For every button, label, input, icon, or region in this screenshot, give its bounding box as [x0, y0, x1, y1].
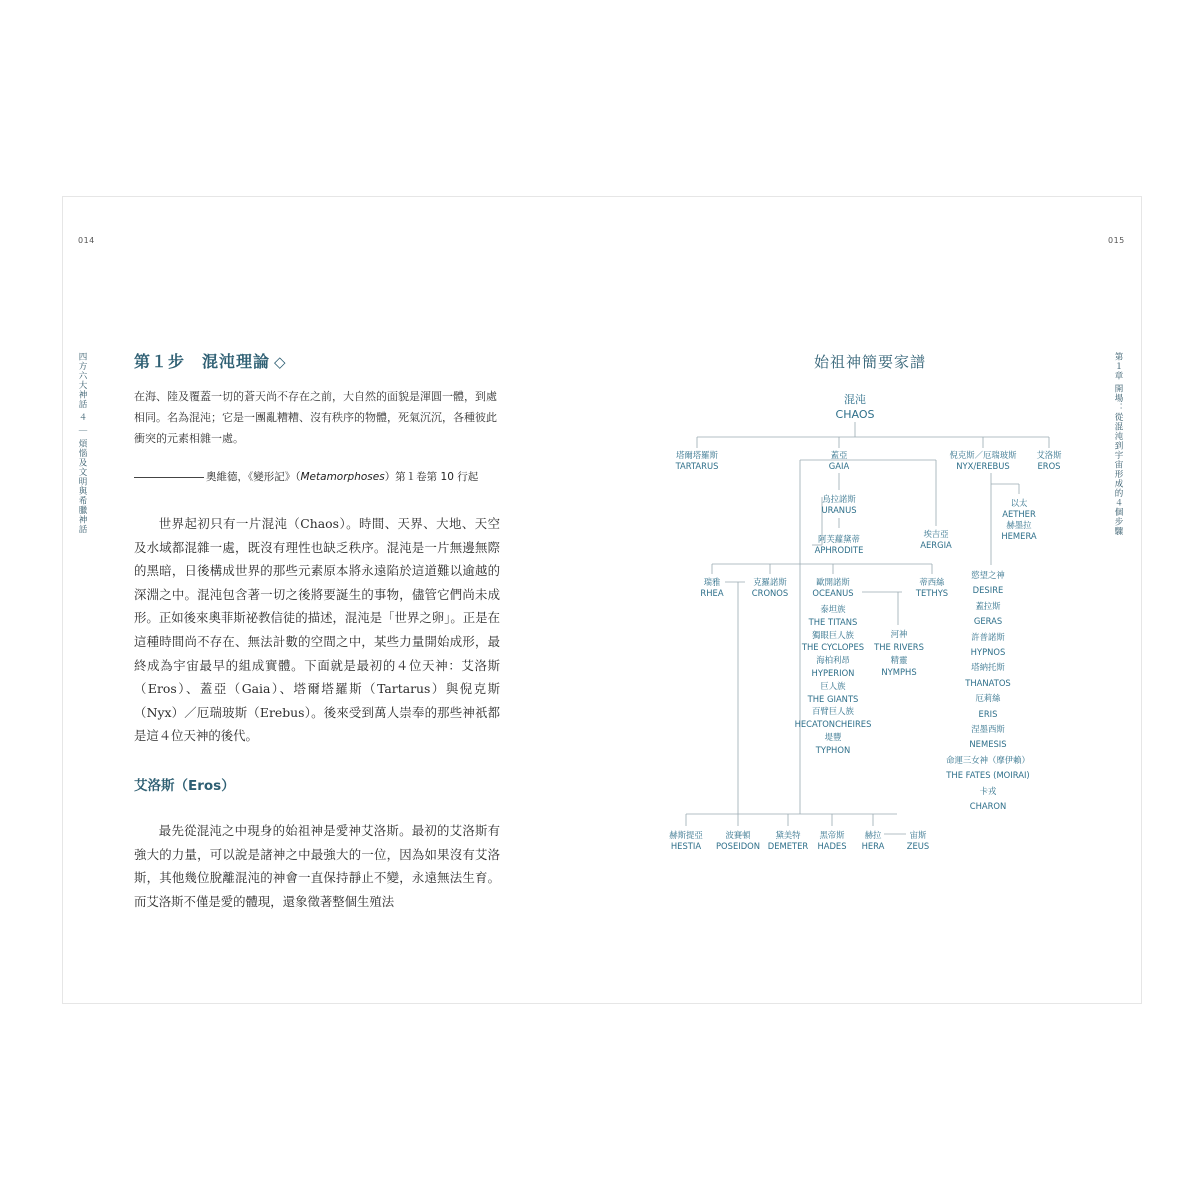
node-cronos-zh: 克羅諾斯 — [753, 577, 787, 587]
diamond-icon: ◇ — [274, 353, 287, 371]
list-item: 泰坦族 — [820, 604, 846, 614]
node-uranus-en: URANUS — [821, 505, 857, 515]
epigraph-quote: 在海、陸及覆蓋一切的蒼天尚不存在之前，大自然的面貌是渾圓一體，到處相同。名為混沌；它是一團亂糟糟、沒有秩序的物體，死氣沉沉，各種彼此衝突的元素相雜一處。 — [134, 390, 497, 445]
node-uranus-zh: 烏拉諾斯 — [822, 494, 856, 504]
node-oceanus-en: OCEANUS — [812, 588, 854, 598]
list-item: THE GIANTS — [807, 693, 859, 704]
list-item: 蓋拉斯 — [975, 600, 1001, 611]
node-demeter-en: DEMETER — [767, 841, 809, 851]
node-aether-hemera — [1001, 498, 1036, 542]
node-hestia-en: HESTIA — [670, 841, 702, 851]
node-tethys — [916, 577, 948, 599]
body-paragraph-1: 世界起初只有一片混沌（Chaos）。時間、天界、大地、天空及水域都混雜一處，既沒有理性也缺乏秩序。混沌是一片無邊無際的黑暗，日後構成世界的那些元素原本將永遠陷於這道難以逾越的深淵之中。混沌包含著一切之後將要誕生的事物，儘管它們尚未成形。正如後來奧菲斯祕教信徒的描述，混沌是「世界之卵」。正是在這種時間尚不存在、無法計數的空間之中，某些力量開始成形，最終成為宇宙最早的組成實體。下面就是最初的４位天神：艾洛斯（Eros）、蓋亞（Gaia）、塔爾塔羅斯（Tartarus）與倪克斯（Nyx）／厄瑞玻斯（Erebus）。後來受到萬人崇奉的那些神祇都是這４位天神的後代。 — [134, 516, 500, 744]
running-head-left: 四方六大神話 ４ ｜ 煩惱及文明與希臘神話 — [77, 352, 87, 535]
family-tree-title: 始祖神簡要家譜 — [813, 353, 926, 371]
node-hera — [862, 830, 885, 852]
node-rivers-list — [874, 628, 924, 679]
node-eros-en: EROS — [1037, 461, 1061, 471]
list-item: TYPHON — [815, 744, 851, 755]
list-item: 巨人族 — [820, 680, 846, 691]
node-nyx-children-list — [946, 568, 1030, 815]
list-item: 卡戎 — [979, 785, 997, 796]
node-oceanus — [812, 577, 853, 599]
node-hades — [817, 830, 846, 852]
node-aergia-en: AERGIA — [920, 540, 952, 550]
node-gaia-zh: 蓋亞 — [830, 450, 848, 460]
page-number-right: 015 — [1108, 236, 1125, 245]
node-poseidon — [716, 830, 760, 852]
node-hemera-en: HEMERA — [1001, 531, 1037, 541]
node-demeter — [768, 830, 809, 852]
list-item: THE FATES (MOIRAI) — [946, 770, 1030, 781]
list-item: THE CYCLOPES — [801, 642, 865, 653]
node-aergia — [920, 529, 952, 551]
list-item: THE RIVERS — [874, 641, 924, 652]
list-item: 堤豐 — [824, 731, 842, 742]
node-poseidon-en: POSEIDON — [715, 841, 761, 851]
node-cronos — [752, 577, 788, 599]
node-chaos — [836, 392, 875, 422]
list-item: HYPNOS — [970, 647, 1006, 658]
list-item: THE TITANS — [808, 616, 858, 627]
node-cronos-en: CRONOS — [751, 588, 789, 598]
node-poseidon-zh: 波賽頓 — [725, 830, 751, 840]
node-nyx-zh: 倪克斯／厄瑞玻斯 — [949, 450, 1017, 460]
node-tartarus — [676, 450, 719, 472]
list-item: HECATONCHEIRES — [794, 719, 872, 730]
list-item: DESIRE — [972, 585, 1004, 596]
node-hades-en: HADES — [817, 841, 847, 851]
node-tartarus-en: TARTARUS — [675, 461, 719, 471]
citation-title: Metamorphoses — [300, 471, 385, 483]
node-gaia — [829, 450, 849, 472]
running-head-right: 第１章 開場：從混沌到宇宙形成的４個步驟 — [1113, 352, 1123, 537]
node-zeus-en: ZEUS — [906, 841, 930, 851]
list-item: THANATOS — [965, 677, 1011, 688]
list-item: 海柏利昂 — [816, 655, 850, 666]
node-rhea-zh: 瑞雅 — [703, 577, 721, 587]
node-aphrodite-en: APHRODITE — [814, 545, 864, 555]
citation-suffix: ）第１卷第 10 行起 — [384, 471, 479, 483]
node-hestia-zh: 赫斯提亞 — [669, 830, 703, 840]
node-hera-en: HERA — [861, 841, 885, 851]
node-aphrodite-zh: 阿芙蘿黛蒂 — [818, 534, 860, 544]
node-hera-zh: 赫拉 — [864, 830, 882, 840]
citation-prefix: 奧維德，《變形記》（ — [206, 471, 301, 483]
list-item: CHARON — [969, 801, 1007, 812]
section-heading-eros: 艾洛斯（Eros） — [134, 778, 235, 794]
list-item: 慾望之神 — [971, 570, 1005, 580]
list-item: 獨眼巨人族 — [812, 629, 854, 640]
node-rhea-en: RHEA — [700, 588, 724, 598]
list-item: 厄莉絲 — [975, 693, 1001, 704]
node-tartarus-zh: 塔爾塔羅斯 — [676, 450, 718, 460]
node-aether-zh: 以太 — [1010, 498, 1028, 508]
node-hestia — [669, 830, 703, 852]
node-rhea — [700, 577, 723, 599]
node-eros-zh: 艾洛斯 — [1036, 450, 1062, 460]
node-chaos-en: CHAOS — [835, 408, 875, 421]
list-item: 百臂巨人族 — [812, 706, 854, 717]
node-uranus — [821, 494, 856, 516]
page-number-left: 014 — [78, 236, 95, 245]
node-eros — [1036, 450, 1061, 472]
list-item: 塔納托斯 — [971, 662, 1005, 673]
node-gaia-en: GAIA — [828, 461, 850, 471]
list-item: 許普諾斯 — [971, 631, 1005, 642]
list-item: NYMPHS — [881, 667, 917, 678]
list-item: GERAS — [973, 616, 1003, 627]
node-hemera-zh: 赫墨拉 — [1006, 520, 1032, 530]
node-tethys-zh: 蒂西絲 — [919, 577, 945, 587]
node-hades-zh: 黑帝斯 — [819, 830, 845, 840]
node-titans-list — [795, 603, 872, 757]
node-zeus-zh: 宙斯 — [909, 830, 927, 840]
node-aergia-zh: 埃吉亞 — [923, 529, 949, 539]
list-item: 命運三女神（摩伊賴） — [946, 754, 1030, 765]
node-aphrodite — [815, 534, 864, 556]
node-tethys-en: TETHYS — [915, 588, 949, 598]
step-heading-text: 第１步 混沌理論 — [134, 352, 271, 371]
node-oceanus-zh: 歐開諾斯 — [816, 577, 850, 587]
list-item: 涅墨西斯 — [971, 724, 1005, 735]
node-demeter-zh: 黛美特 — [775, 830, 801, 840]
list-item: 河神 — [890, 629, 908, 639]
list-item: HYPERION — [811, 667, 855, 678]
node-nyx-en: NYX/EREBUS — [956, 461, 1010, 471]
list-item: ERIS — [978, 708, 998, 719]
list-item: 精靈 — [890, 654, 908, 665]
list-item: NEMESIS — [969, 739, 1007, 750]
node-chaos-zh: 混沌 — [844, 393, 866, 406]
body-paragraph-2: 最先從混沌之中現身的始祖神是愛神艾洛斯。最初的艾洛斯有強大的力量，可以說是諸神之中最強大的一位，因為如果沒有艾洛斯，其他幾位脫離混沌的神會一直保持靜止不變，永遠無法生育。而艾洛斯不僅是愛的體現，還象徵著整個生殖法 — [134, 823, 500, 909]
node-nyx-erebus — [950, 450, 1017, 472]
node-aether-en: AETHER — [1002, 509, 1036, 519]
node-zeus — [907, 830, 929, 852]
